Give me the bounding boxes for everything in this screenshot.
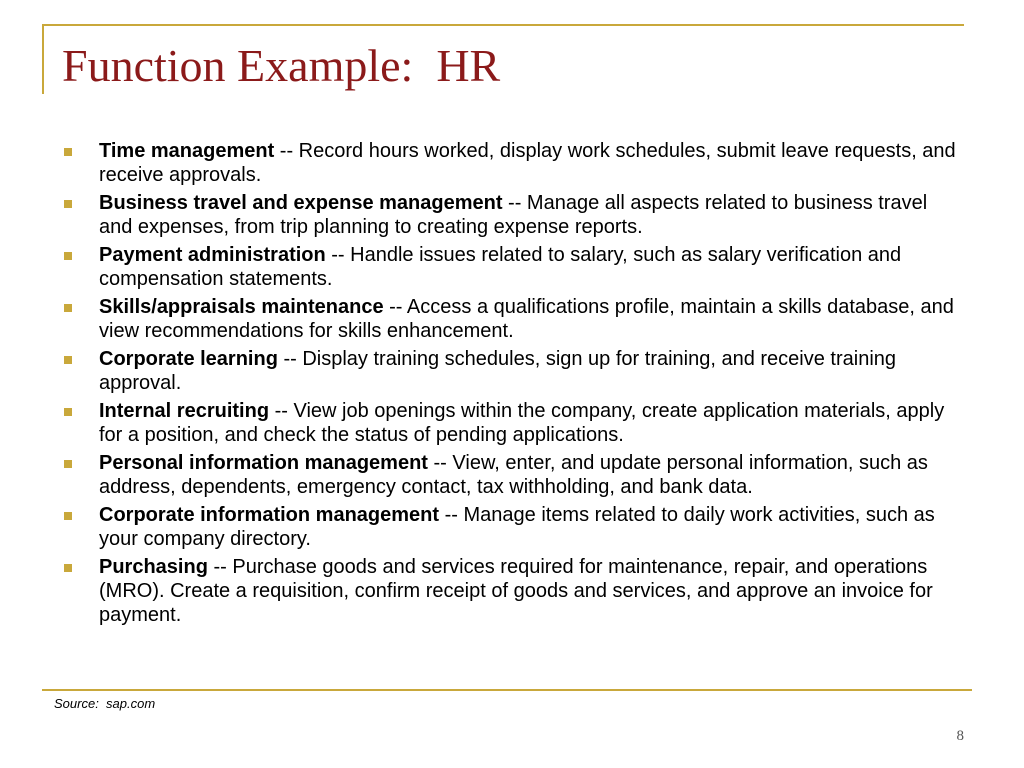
bullet-description: -- Handle issues related to salary, such as salary verification and compensation statements. [99, 244, 902, 290]
bullet-description: -- Access a qualifications profile, maintain a skills database, and view recommendations for skills enhancement. [99, 296, 954, 342]
bullet-item-personal-information [60, 451, 960, 499]
bullet-term: Business travel and expense management [99, 192, 503, 214]
bullet-description: -- Purchase goods and services required for maintenance, repair, and operations (MRO). Create a requisition, confirm receipt of goods and services, and approve an invoice for payment. [99, 556, 933, 626]
bullet-text [99, 347, 960, 395]
square-bullet-icon [64, 408, 72, 416]
square-bullet-icon [64, 200, 72, 208]
frame-left-rule [42, 24, 44, 94]
bullet-term: Personal information management [99, 452, 428, 474]
bullet-text [99, 295, 960, 343]
bullet-item-purchasing [60, 555, 960, 627]
bullet-description: -- Display training schedules, sign up for training, and receive training approval. [99, 348, 897, 394]
bullet-term: Time management [99, 140, 275, 162]
bullet-item-payment-administration [60, 243, 960, 291]
bullet-item-skills-appraisals [60, 295, 960, 343]
footer-rule [42, 689, 972, 691]
bullet-term: Corporate information management [99, 504, 440, 526]
bullet-term: Corporate learning [99, 348, 278, 370]
bullet-term: Skills/appraisals maintenance [99, 296, 384, 318]
square-bullet-icon [64, 356, 72, 364]
square-bullet-icon [64, 304, 72, 312]
bullet-text [99, 555, 960, 627]
bullet-text [99, 191, 960, 239]
bullet-description: -- View job openings within the company, create application materials, apply for a position, and check the status of pending applications. [99, 400, 945, 446]
bullet-description: -- Record hours worked, display work schedules, submit leave requests, and receive approvals. [99, 140, 956, 186]
bullet-description: -- Manage all aspects related to business travel and expenses, from trip planning to creating expense reports. [99, 192, 928, 238]
bullet-term: Purchasing [99, 556, 208, 578]
bullet-item-business-travel [60, 191, 960, 239]
bullet-item-internal-recruiting [60, 399, 960, 447]
bullet-item-corporate-learning [60, 347, 960, 395]
bullet-item-corporate-information [60, 503, 960, 551]
bullet-text [99, 399, 960, 447]
bullet-text [99, 503, 960, 551]
square-bullet-icon [64, 512, 72, 520]
slide-title: Function Example: HR [62, 40, 501, 91]
bullet-text [99, 243, 960, 291]
square-bullet-icon [64, 252, 72, 260]
square-bullet-icon [64, 564, 72, 572]
bullet-text [99, 451, 960, 499]
frame-top-rule [42, 24, 964, 26]
square-bullet-icon [64, 148, 72, 156]
bullet-description: -- View, enter, and update personal information, such as address, dependents, emergency contact, tax withholding, and bank data. [99, 452, 928, 498]
bullet-list [60, 139, 960, 631]
bullet-term: Internal recruiting [99, 400, 270, 422]
bullet-text [99, 139, 960, 187]
square-bullet-icon [64, 460, 72, 468]
bullet-item-time-management [60, 139, 960, 187]
bullet-term: Payment administration [99, 244, 326, 266]
bullet-description: -- Manage items related to daily work activities, such as your company directory. [99, 504, 935, 550]
source-note: Source: sap.com [54, 696, 156, 711]
page-number: 8 [956, 728, 964, 744]
